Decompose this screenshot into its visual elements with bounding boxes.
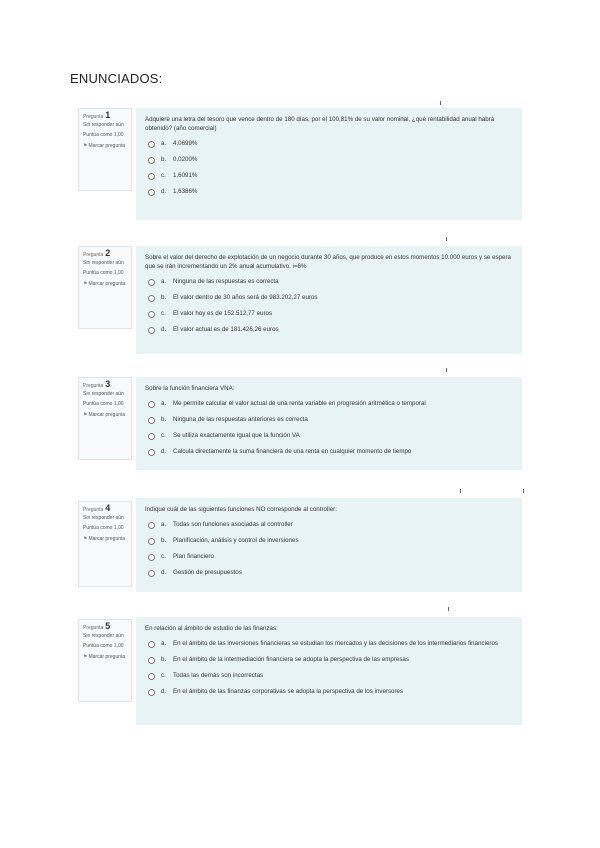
question-content bbox=[136, 498, 522, 592]
radio-button[interactable] bbox=[148, 401, 155, 408]
flag-icon: ⚑ bbox=[83, 653, 88, 660]
divider-mark bbox=[446, 237, 447, 241]
question-state: Sin responder aún bbox=[83, 121, 124, 128]
divider-mark bbox=[446, 368, 447, 372]
question-mark: Puntúa como 1,00 bbox=[83, 132, 124, 138]
answer-option[interactable]: c. Plan financiero bbox=[148, 553, 513, 561]
flag-icon: ⚑ bbox=[83, 411, 88, 418]
radio-button[interactable] bbox=[148, 295, 155, 302]
flag-question-link[interactable]: ⚑Marcar pregunta bbox=[83, 653, 126, 660]
radio-button[interactable] bbox=[148, 538, 155, 545]
question-state: Sin responder aún bbox=[83, 632, 124, 639]
answer-option[interactable]: a. Ninguna de las respuestas es correcta bbox=[148, 278, 513, 286]
radio-button[interactable] bbox=[148, 522, 155, 529]
divider-mark bbox=[460, 489, 461, 493]
answer-option[interactable]: b. En el ámbito de la intermediación financiera se adopta la perspectiva de las empresas bbox=[148, 656, 513, 664]
flag-icon: ⚑ bbox=[83, 280, 88, 287]
question-label: Pregunta bbox=[83, 252, 104, 258]
flag-icon: ⚑ bbox=[83, 535, 88, 542]
answer-option[interactable]: a. 4,0699% bbox=[148, 140, 513, 148]
answer-option[interactable]: c. 1,6091% bbox=[148, 172, 513, 180]
divider-mark bbox=[448, 607, 449, 611]
question-mark: Puntúa como 1,00 bbox=[83, 643, 124, 649]
radio-button[interactable] bbox=[148, 673, 155, 680]
radio-button[interactable] bbox=[148, 279, 155, 286]
answer-option[interactable]: a. Todas son funciones asociadas al controller bbox=[148, 521, 513, 529]
question-mark: Puntúa como 1,00 bbox=[83, 401, 124, 407]
answer-option[interactable]: b. Planificación, análisis y control de inversiones bbox=[148, 537, 513, 545]
answer-option[interactable]: d. En el ámbito de las finanzas corporativas se adopta la perspectiva de los inversores bbox=[148, 688, 513, 696]
answer-option[interactable]: b. 0,0200% bbox=[148, 156, 513, 164]
question-number: 4 bbox=[105, 503, 111, 513]
radio-button[interactable] bbox=[148, 417, 155, 424]
question-label: Pregunta bbox=[83, 507, 104, 513]
radio-button[interactable] bbox=[148, 327, 155, 334]
radio-button[interactable] bbox=[148, 689, 155, 696]
answer-option[interactable]: d. Gestión de presupuestos bbox=[148, 569, 513, 577]
answer-option[interactable]: c. Se utiliza exactamente igual que la función VA bbox=[148, 432, 513, 440]
flag-question-link[interactable]: ⚑Marcar pregunta bbox=[83, 142, 126, 149]
radio-button[interactable] bbox=[148, 157, 155, 164]
question-info bbox=[78, 108, 132, 191]
flag-question-link[interactable]: ⚑Marcar pregunta bbox=[83, 411, 126, 418]
radio-button[interactable] bbox=[148, 657, 155, 664]
question-label: Pregunta bbox=[83, 114, 104, 120]
radio-button[interactable] bbox=[148, 570, 155, 577]
question-content bbox=[136, 617, 522, 725]
question-text: Sobre la función financiera VNA: bbox=[145, 385, 235, 392]
question-text: Indique cuál de las siguientes funciones NO corresponde al controller: bbox=[145, 506, 337, 513]
radio-button[interactable] bbox=[148, 449, 155, 456]
question-number: 2 bbox=[105, 248, 111, 258]
question-state: Sin responder aún bbox=[83, 514, 124, 521]
radio-button[interactable] bbox=[148, 433, 155, 440]
answer-option[interactable]: a. Me permite calcular el valor actual de una renta variable en progresión aritmética o temporal bbox=[148, 400, 513, 408]
answer-option[interactable]: d. 1,6386% bbox=[148, 188, 513, 196]
question-label: Pregunta bbox=[83, 625, 104, 631]
answer-option[interactable]: a. En el ámbito de las inversiones financieras se estudian los mercados y las decisiones de los intermediarios financieros bbox=[148, 640, 513, 648]
question-text: Adquiere una letra del tesoro que vence dentro de 180 días, por el 100,81% de su valor nominal, ¿qué rentabilidad anual habrá obtenido? (año comercial) bbox=[145, 116, 495, 132]
question-info bbox=[78, 377, 132, 460]
answer-option[interactable]: d. Calcula directamente la suma financiera de una renta en cualquier momento de tiempo bbox=[148, 448, 513, 456]
radio-button[interactable] bbox=[148, 141, 155, 148]
divider-mark bbox=[523, 489, 524, 493]
flag-question-link[interactable]: ⚑Marcar pregunta bbox=[83, 280, 126, 287]
question-state: Sin responder aún bbox=[83, 259, 124, 266]
answer-option[interactable]: c. Todas las demás son incorrectas bbox=[148, 672, 513, 680]
page-heading: ENUNCIADOS: bbox=[70, 71, 163, 86]
question-text: En relación al ámbito de estudio de las finanzas: bbox=[145, 625, 278, 632]
radio-button[interactable] bbox=[148, 189, 155, 196]
question-text: Sobre el valor del derecho de explotación de un negocio durante 30 años, que produce en estos momentos 10.000 euros y se espera que se irán incrementando un 2% anual acumulativo. i=6% bbox=[145, 254, 511, 270]
question-info bbox=[78, 246, 132, 329]
answer-option[interactable]: d. El valor actual es de 181.426,26 euros bbox=[148, 326, 513, 334]
question-mark: Puntúa como 1,00 bbox=[83, 270, 124, 276]
question-info bbox=[78, 501, 132, 587]
divider-mark bbox=[440, 101, 441, 105]
question-info bbox=[78, 619, 132, 702]
question-content bbox=[136, 377, 522, 470]
radio-button[interactable] bbox=[148, 554, 155, 561]
question-number: 5 bbox=[105, 621, 111, 631]
question-label: Pregunta bbox=[83, 383, 104, 389]
flag-icon: ⚑ bbox=[83, 142, 88, 149]
question-content bbox=[136, 246, 522, 354]
flag-question-link[interactable]: ⚑Marcar pregunta bbox=[83, 535, 126, 542]
radio-button[interactable] bbox=[148, 311, 155, 318]
radio-button[interactable] bbox=[148, 173, 155, 180]
question-mark: Puntúa como 1,00 bbox=[83, 525, 124, 531]
question-number: 3 bbox=[105, 379, 111, 389]
question-state: Sin responder aún bbox=[83, 390, 124, 397]
answer-option[interactable]: b. Ninguna de las respuestas anteriores es correcta bbox=[148, 416, 513, 424]
question-content bbox=[136, 108, 522, 220]
answer-option[interactable]: c. El valor hoy es de 152.512,77 euros bbox=[148, 310, 513, 318]
answer-option[interactable]: b. El valor dentro de 30 años será de 983.202,27 euros bbox=[148, 294, 513, 302]
question-number: 1 bbox=[105, 110, 111, 120]
radio-button[interactable] bbox=[148, 641, 155, 648]
